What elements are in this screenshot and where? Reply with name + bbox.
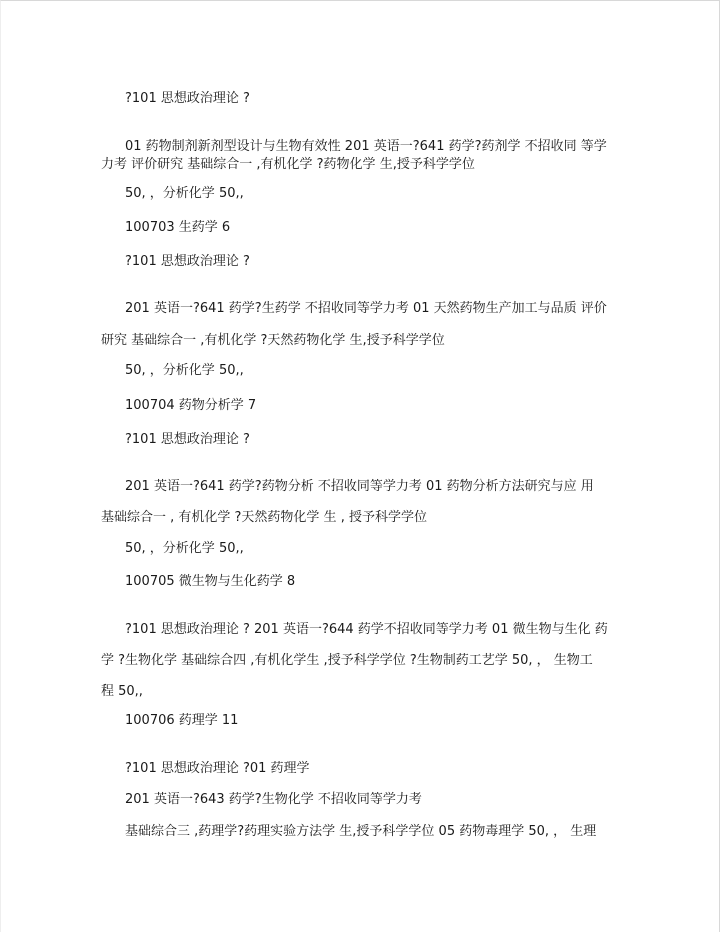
text-line: 基础综合一 , 有机化学 ?天然药物化学 生 , 授予科学学位 — [101, 510, 427, 525]
text-line: 100704 药物分析学 7 — [125, 398, 257, 413]
text-line: 201 英语一?641 药学?生药学 不招收同等学力考 01 天然药物生产加工与品质 评价 — [125, 301, 607, 316]
text-line: 50, ，分析化学 50,, — [125, 186, 244, 201]
text-line: ?101 思想政治理论 ? — [125, 254, 250, 269]
text-line: 201 英语一?641 药学?药物分析 不招收同等学力考 01 药物分析方法研究与应 用 — [125, 479, 594, 494]
text-line: ?101 思想政治理论 ? — [125, 91, 250, 106]
text-line: 基础综合三 ,药理学?药理实验方法学 生,授予科学学位 05 药物毒理学 50, ， 生理 — [125, 824, 597, 839]
text-line: ?101 思想政治理论 ?01 药理学 — [125, 761, 310, 776]
text-line: 学 ?生物化学 基础综合四 ,有机化学生 ,授予科学学位 ?生物制药工艺学 50, ， 生物工 — [101, 653, 593, 668]
text-line: 程 50,, — [101, 684, 143, 699]
text-line: 100706 药理学 11 — [125, 713, 239, 728]
text-line: 50, ，分析化学 50,, — [125, 363, 244, 378]
text-line: 50, ，分析化学 50,, — [125, 541, 244, 556]
text-line: 100703 生药学 6 — [125, 220, 231, 235]
text-line: 研究 基础综合一 ,有机化学 ?天然药物化学 生,授予科学学位 — [101, 333, 445, 348]
text-line: 201 英语一?643 药学?生物化学 不招收同等学力考 — [125, 792, 422, 807]
text-line: 力考 评价研究 基础综合一 ,有机化学 ?药物化学 生,授予科学学位 — [101, 157, 475, 172]
text-line: ?101 思想政治理论 ? 201 英语一?644 药学不招收同等学力考 01 微生物与生化 药 — [125, 622, 608, 637]
text-line: 100705 微生物与生化药学 8 — [125, 574, 296, 589]
text-line: 01 药物制剂新剂型设计与生物有效性 201 英语一?641 药学?药剂学 不招收同 等学 — [125, 139, 607, 154]
text-line: ?101 思想政治理论 ? — [125, 432, 250, 447]
